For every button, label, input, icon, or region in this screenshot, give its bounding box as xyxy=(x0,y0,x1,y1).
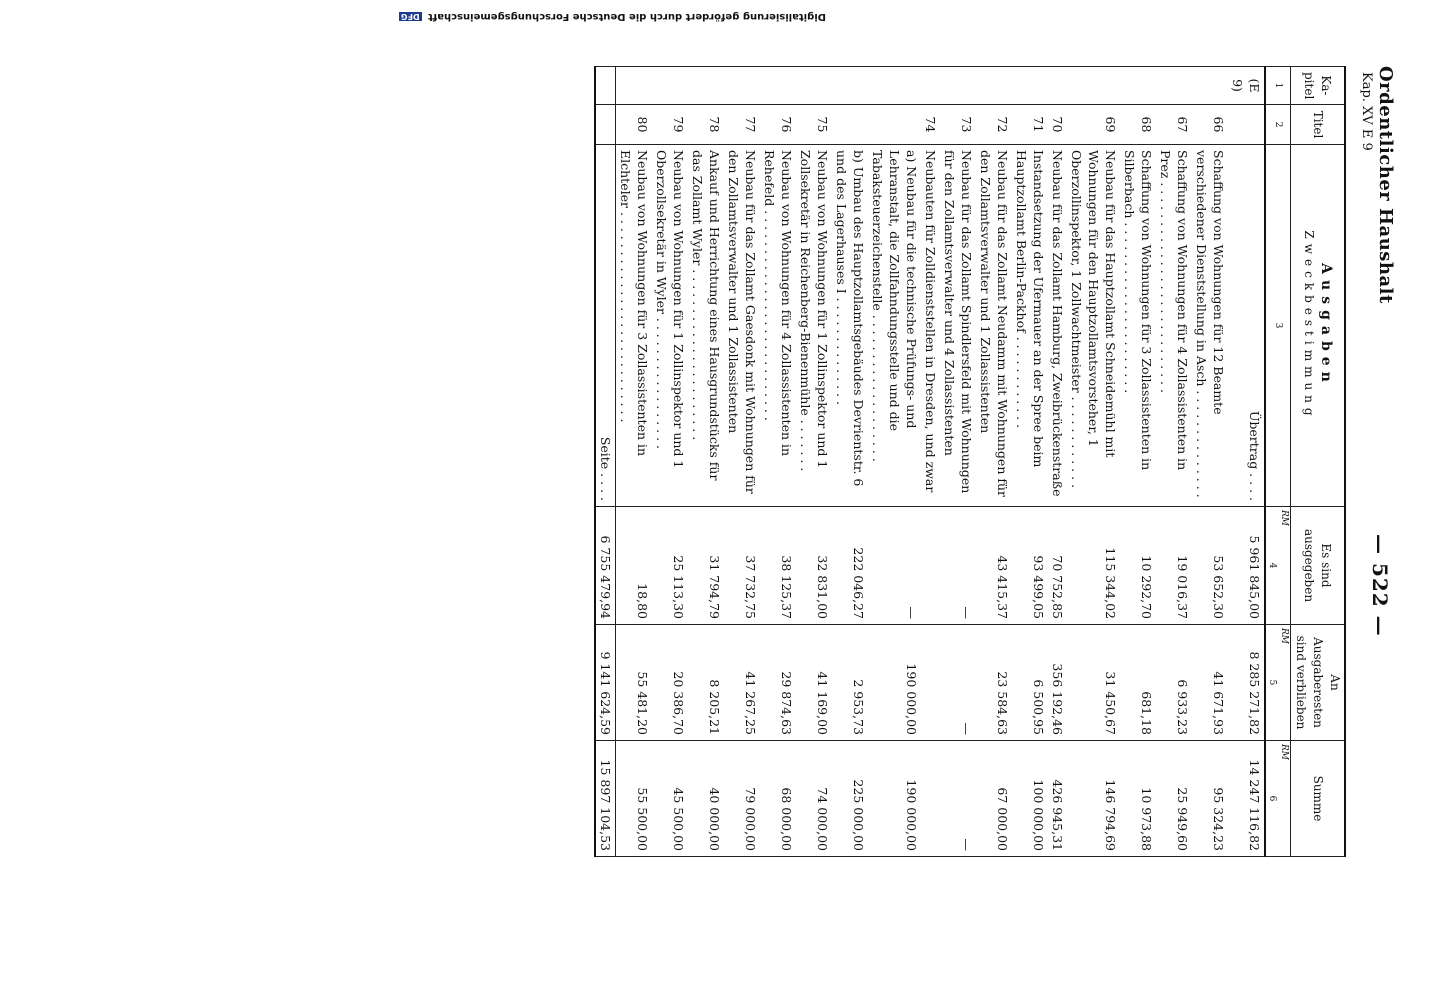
verblieben-cell: 6 500,95 xyxy=(1012,625,1048,741)
titel-cell: 72 xyxy=(976,105,1012,145)
table-row xyxy=(724,67,760,857)
table-row xyxy=(832,67,868,857)
col-number-with-unit xyxy=(1265,507,1291,625)
table-row xyxy=(1192,67,1228,857)
digitization-credit xyxy=(400,8,826,22)
carry-row xyxy=(1228,67,1265,857)
description-cell: Ankauf und Herrichtung eines Hausgrundstücks für das Zollamt Wyler . . . . . . . . . . . . . . . . . . . . . . xyxy=(688,145,724,507)
ausgegeben-cell: 222 046,27 xyxy=(832,507,868,625)
kapitel-cell xyxy=(595,67,616,105)
description-cell: a) Neubau für die technische Prüfungs- und Lehranstalt, die Zollfahndungsstelle und die Tabaksteuerzeichenstelle . . . . . . . . . . . . . . . . . . . xyxy=(868,145,921,507)
ausgegeben-cell: 18,80 xyxy=(616,507,653,625)
titel-cell: 68 xyxy=(1120,105,1156,145)
kapitel-cell xyxy=(1120,67,1156,105)
table-row xyxy=(616,67,653,857)
summe-cell: 225 000,00 xyxy=(832,741,868,857)
header-titel: Titel xyxy=(1291,105,1346,145)
header-ausgegeben: Es sind ausgegeben xyxy=(1291,507,1346,625)
col-number: 5 xyxy=(1267,679,1277,686)
description-cell: Neubau für das Zollamt Gaesdonk mit Wohnungen für den Zollamtsverwalter und 1 Zollassistenten xyxy=(724,145,760,507)
description-cell: Schaffung von Wohnungen für 4 Zollassistenten in Prez . . . . . . . . . . . . . . . . . . . . . . . . . . . xyxy=(1156,145,1192,507)
kapitel-cell xyxy=(832,67,868,105)
summe-cell: 68 000,00 xyxy=(760,741,796,857)
verblieben-cell xyxy=(921,625,940,741)
kapitel-cell xyxy=(652,67,688,105)
description-cell: Neubau für das Hauptzollamt Schneidemühl mit Wohnungen für den Hauptzollamtsvorsteher, 1 Oberzollinspektor, 1 Zollwachtmeister . . . . . . . . . . . . xyxy=(1067,145,1120,507)
summe-cell: 190 000,00 xyxy=(868,741,921,857)
kapitel-cell xyxy=(760,67,796,105)
total-ausgegeben: 6 755 479,94 xyxy=(595,507,616,625)
running-title: Ordentlicher Haushalt xyxy=(1375,66,1396,304)
table-row xyxy=(1067,67,1120,857)
header-ausgaben-title: Ausgaben xyxy=(1318,263,1335,388)
summe-cell: 45 500,00 xyxy=(652,741,688,857)
titel-cell xyxy=(868,105,921,145)
ausgegeben-cell: 10 292,70 xyxy=(1120,507,1156,625)
verblieben-cell: 41 169,00 xyxy=(796,625,832,741)
titel-cell: 73 xyxy=(940,105,976,145)
dfg-logo: DFG xyxy=(400,12,420,21)
header-summe: Summe xyxy=(1291,741,1346,857)
summe-cell: 25 949,60 xyxy=(1156,741,1192,857)
budget-table xyxy=(594,66,1346,857)
description-cell: Neubau von Wohnungen für 1 Zollinspektor und 1 Zollsekretär in Reichenberg-Bienenmühle . . . . . . . xyxy=(796,145,832,507)
titel-cell: 66 xyxy=(1192,105,1228,145)
summe-cell: 100 000,00 xyxy=(1012,741,1048,857)
verblieben-cell: 31 450,67 xyxy=(1067,625,1120,741)
ausgegeben-cell: 31 794,79 xyxy=(688,507,724,625)
summe-cell: 74 000,00 xyxy=(796,741,832,857)
header-kapitel: Ka-pitel xyxy=(1291,67,1346,105)
ausgegeben-cell: 115 344,02 xyxy=(1067,507,1120,625)
carry-label: Übertrag . . . . xyxy=(1228,145,1265,507)
titel-cell: 78 xyxy=(688,105,724,145)
verblieben-cell: 2 953,73 xyxy=(832,625,868,741)
col-number: 3 xyxy=(1265,145,1291,507)
carry-ausgegeben: 5 961 845,00 xyxy=(1228,507,1265,625)
summe-cell: 79 000,00 xyxy=(724,741,760,857)
titel-cell: 79 xyxy=(652,105,688,145)
kapitel-cell xyxy=(921,67,940,105)
table-row xyxy=(1156,67,1192,857)
carry-verblieben: 8 285 271,82 xyxy=(1228,625,1265,741)
description-cell: Schaffung von Wohnungen für 12 Beamte verschiedener Dienststellung in Asch . . . . . . . . . . . . . . xyxy=(1192,145,1228,507)
summe-cell: 426 945,31 xyxy=(1048,741,1067,857)
ausgegeben-cell: 19 016,37 xyxy=(1156,507,1192,625)
titel-cell: 74 xyxy=(921,105,940,145)
summe-cell: 10 973,88 xyxy=(1120,741,1156,857)
table-row xyxy=(940,67,976,857)
description-cell: Neubau von Wohnungen für 4 Zollassistenten in Rehefeld . . . . . . . . . . . . . . . . . . . . . . . . . . . xyxy=(760,145,796,507)
verblieben-cell: 190 000,00 xyxy=(868,625,921,741)
table-body xyxy=(595,67,1265,857)
column-number-row xyxy=(1265,67,1291,857)
table-row xyxy=(1012,67,1048,857)
titel-cell: 71 xyxy=(1012,105,1048,145)
description-cell: Neubau von Wohnungen für 3 Zollassistenten in Elchteler . . . . . . . . . . . . . . . . . . . . . . . . . . . xyxy=(616,145,653,507)
summe-cell: — xyxy=(940,741,976,857)
header-zweck: Zweckbestimmung xyxy=(1302,230,1317,421)
summe-cell xyxy=(921,741,940,857)
carry-summe: 14 247 116,82 xyxy=(1228,741,1265,857)
unit-label: RM xyxy=(1279,510,1289,526)
verblieben-cell: 41 671,93 xyxy=(1192,625,1228,741)
summe-cell: 55 500,00 xyxy=(616,741,653,857)
titel-cell: 75 xyxy=(796,105,832,145)
titel-cell: 67 xyxy=(1156,105,1192,145)
total-summe: 15 897 104,53 xyxy=(595,741,616,857)
table-row xyxy=(868,67,921,857)
ausgegeben-cell: — xyxy=(940,507,976,625)
kapitel-cell xyxy=(1192,67,1228,105)
kapitel-cell xyxy=(940,67,976,105)
titel-cell: 69 xyxy=(1067,105,1120,145)
kapitel-cell xyxy=(1048,67,1067,105)
ausgegeben-cell: 93 499,05 xyxy=(1012,507,1048,625)
kapitel-cell: (E 9) xyxy=(1228,67,1265,105)
total-verblieben: 9 141 624,59 xyxy=(595,625,616,741)
page-number: — 522 — xyxy=(1368,534,1392,637)
credit-text: Digitalisierung gefördert durch die Deutsche Forschungsgemeinschaft xyxy=(428,11,826,22)
kapitel-cell xyxy=(724,67,760,105)
table-row xyxy=(760,67,796,857)
col-number-with-unit xyxy=(1265,625,1291,741)
ausgegeben-cell: 53 652,30 xyxy=(1192,507,1228,625)
table-row xyxy=(652,67,688,857)
table-row xyxy=(921,67,940,857)
titel-cell: 76 xyxy=(760,105,796,145)
kapitel-cell xyxy=(688,67,724,105)
kapitel-cell xyxy=(1012,67,1048,105)
col-number-with-unit xyxy=(1265,741,1291,857)
chapter-label: Kap. XV E 9 xyxy=(1359,72,1374,151)
verblieben-cell: 55 481,20 xyxy=(616,625,653,741)
description-cell: Neubau für das Zollamt Spindlersfeld mit Wohnungen für den Zollamtsverwalter und 4 Zollassistenten xyxy=(940,145,976,507)
summe-cell: 146 794,69 xyxy=(1067,741,1120,857)
description-cell: b) Umbau des Hauptzollamtsgebäudes Devrientstr. 6 und des Lagerhauses I . . . . . . . . . . . . . . xyxy=(832,145,868,507)
header-row xyxy=(1291,67,1346,857)
ausgegeben-cell xyxy=(921,507,940,625)
description-cell: Instandsetzung der Ufermauer an der Spree beim Hauptzollamt Berlin-Packhof . . . . . . . . . . . . xyxy=(1012,145,1048,507)
titel-cell xyxy=(595,105,616,145)
ausgegeben-cell: 32 831,00 xyxy=(796,507,832,625)
col-number: 2 xyxy=(1265,105,1291,145)
verblieben-cell: 41 267,25 xyxy=(724,625,760,741)
verblieben-cell: 6 933,23 xyxy=(1156,625,1192,741)
description-cell: Neubau von Wohnungen für 1 Zollinspektor und 1 Oberzollsekretär in Wyler . . . . . . . . . . . . . . . . . xyxy=(652,145,688,507)
unit-label: RM xyxy=(1279,628,1289,644)
verblieben-cell: 356 192,46 xyxy=(1048,625,1067,741)
titel-cell: 77 xyxy=(724,105,760,145)
table-row xyxy=(976,67,1012,857)
kapitel-cell xyxy=(1067,67,1120,105)
verblieben-cell: 23 584,63 xyxy=(976,625,1012,741)
total-row xyxy=(595,67,616,857)
header-ausgaben xyxy=(1291,145,1346,507)
verblieben-cell: 29 874,63 xyxy=(760,625,796,741)
kapitel-cell xyxy=(1156,67,1192,105)
description-cell: Neubau für das Zollamt Hamburg, Zweibrückenstraße xyxy=(1048,145,1067,507)
description-cell: Neubau für das Zollamt Neudamm mit Wohnungen für den Zollamtsverwalter und 1 Zollassistenten xyxy=(976,145,1012,507)
table-row xyxy=(688,67,724,857)
ausgegeben-cell: 37 732,75 xyxy=(724,507,760,625)
ausgegeben-cell: 38 125,37 xyxy=(760,507,796,625)
table-row xyxy=(1048,67,1067,857)
kapitel-cell xyxy=(796,67,832,105)
description-cell: Schaffung von Wohnungen für 3 Zollassistenten in Silberbach . . . . . . . . . . . . . . . . . . . . . . xyxy=(1120,145,1156,507)
ausgegeben-cell: — xyxy=(868,507,921,625)
table-row xyxy=(1120,67,1156,857)
col-number: 6 xyxy=(1267,795,1277,802)
titel-cell: 80 xyxy=(616,105,653,145)
titel-cell xyxy=(1228,105,1265,145)
ausgegeben-cell: 43 415,37 xyxy=(976,507,1012,625)
kapitel-cell xyxy=(976,67,1012,105)
col-number: 1 xyxy=(1265,67,1291,105)
summe-cell: 67 000,00 xyxy=(976,741,1012,857)
titel-cell xyxy=(832,105,868,145)
ausgegeben-cell: 25 113,30 xyxy=(652,507,688,625)
summe-cell: 95 324,23 xyxy=(1192,741,1228,857)
col-number: 4 xyxy=(1267,562,1277,569)
kapitel-cell xyxy=(616,67,653,105)
verblieben-cell: 8 205,21 xyxy=(688,625,724,741)
verblieben-cell: — xyxy=(940,625,976,741)
kapitel-cell xyxy=(868,67,921,105)
description-cell: Neubauten für Zolldienststellen in Dresden, und zwar xyxy=(921,145,940,507)
ausgegeben-cell: 70 752,85 xyxy=(1048,507,1067,625)
unit-label: RM xyxy=(1279,744,1289,760)
header-verblieben: An Ausgaberesten sind verblieben xyxy=(1291,625,1346,741)
summe-cell: 40 000,00 xyxy=(688,741,724,857)
running-head xyxy=(1352,66,1396,856)
titel-cell: 70 xyxy=(1048,105,1067,145)
verblieben-cell: 681,18 xyxy=(1120,625,1156,741)
table-row xyxy=(796,67,832,857)
total-label: Seite . . . . xyxy=(595,145,616,507)
verblieben-cell: 20 386,70 xyxy=(652,625,688,741)
